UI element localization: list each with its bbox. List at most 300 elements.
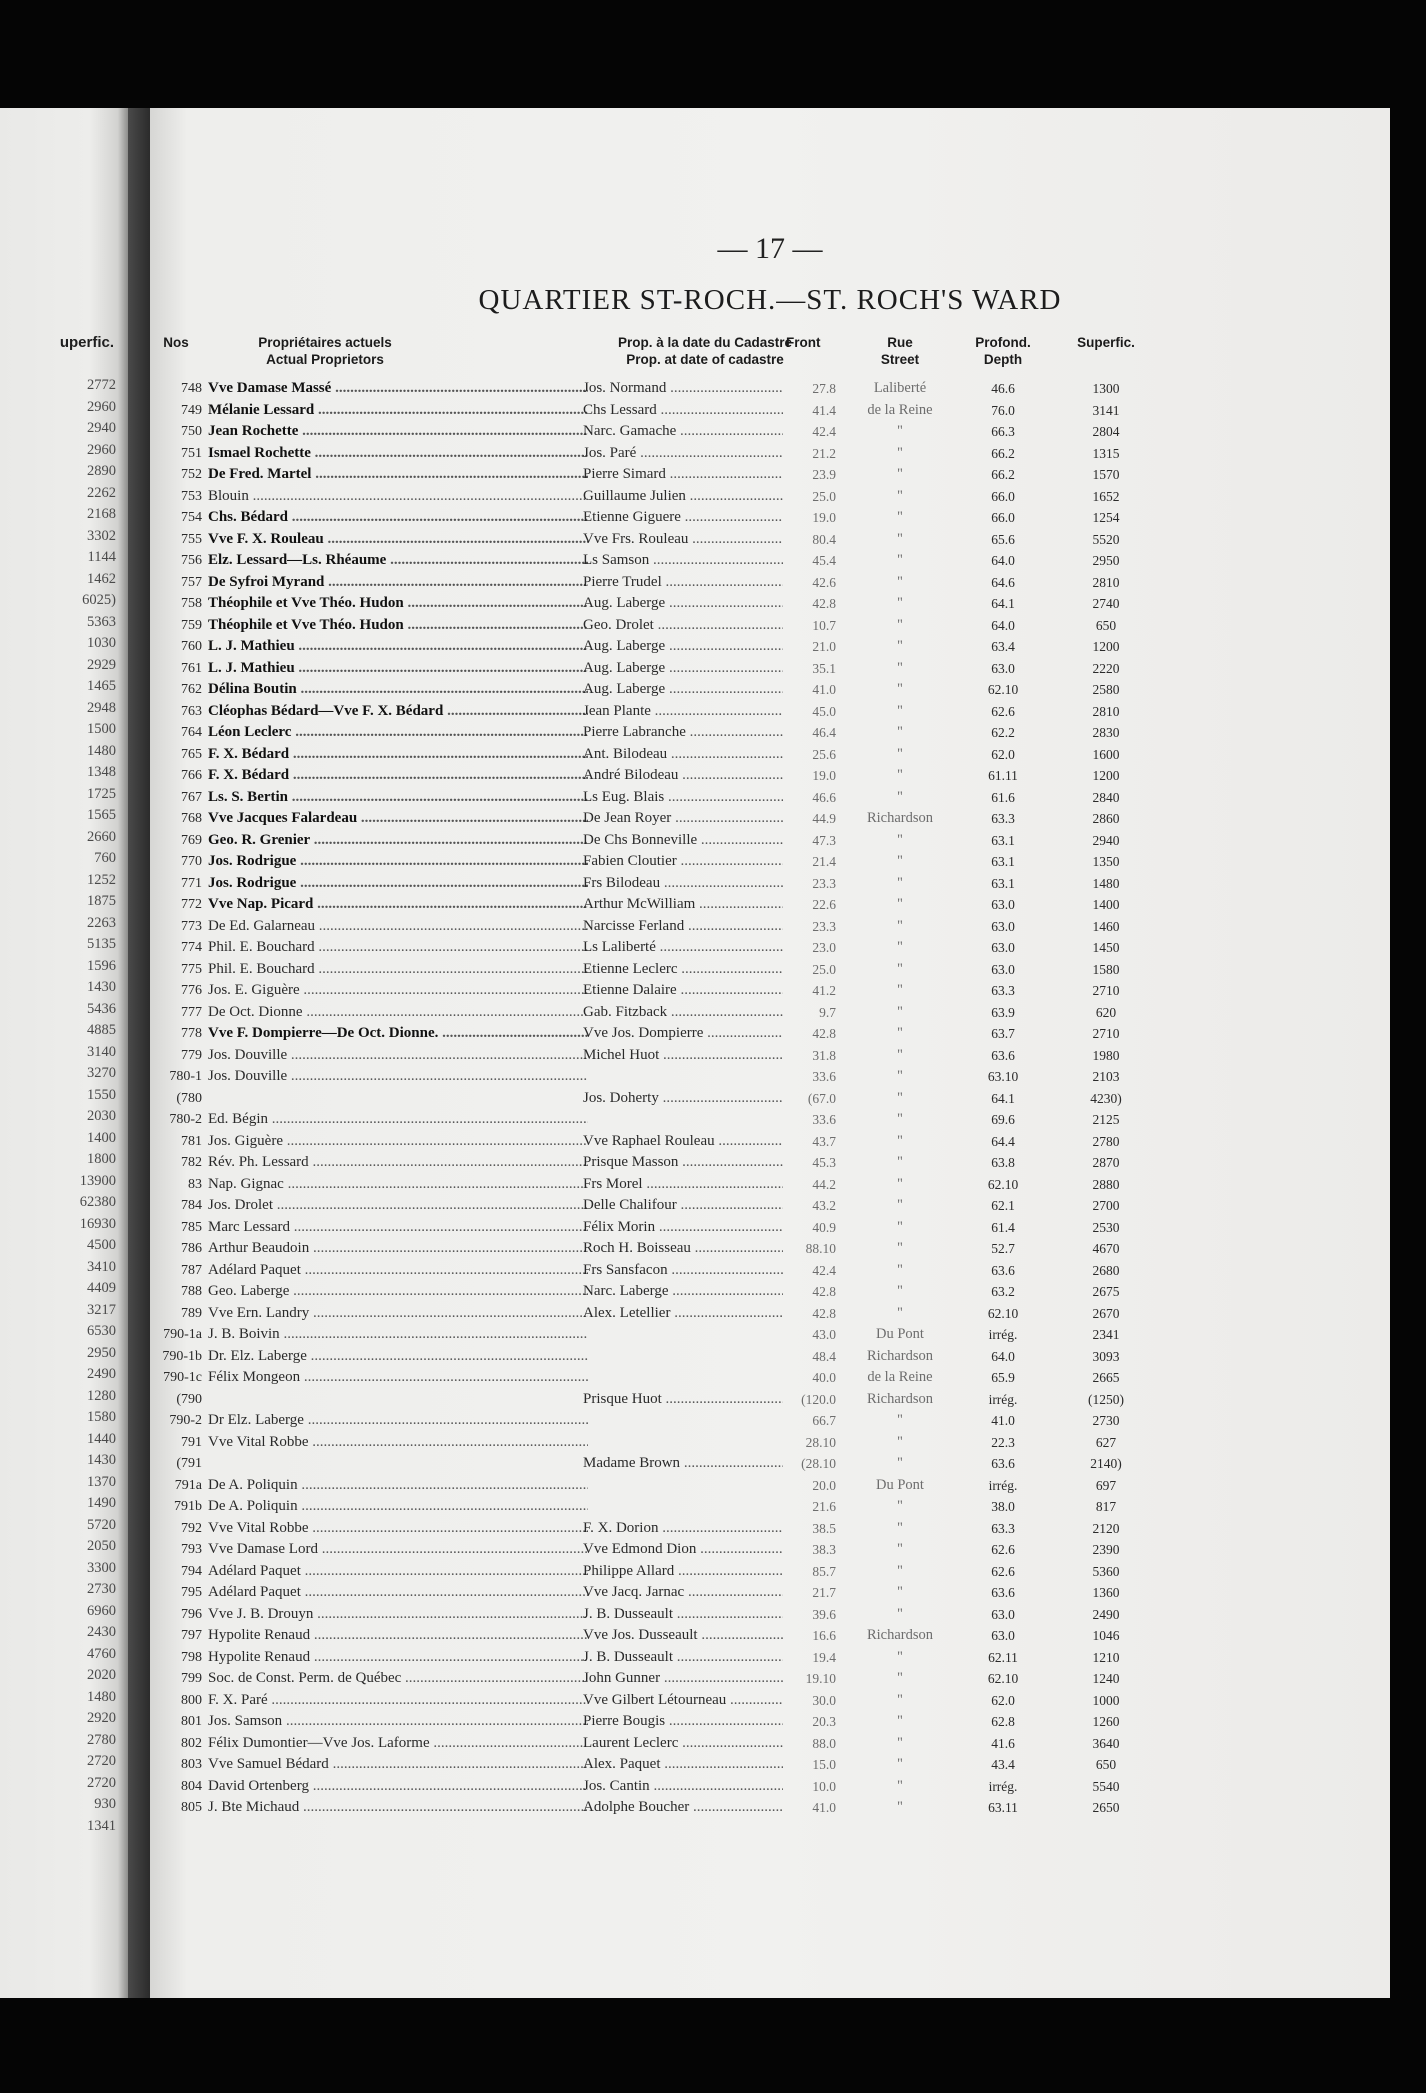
table-row [150, 421, 1390, 443]
cadastre-proprietor: Etienne Dalaire ..... [583, 980, 783, 1002]
table-row [150, 1776, 1390, 1798]
cadastre-proprietor: F. X. Dorion ..... [583, 1518, 783, 1540]
table-row [150, 1561, 1390, 1583]
table-row [150, 1238, 1390, 1260]
actual-proprietor: Hypolite Renaud ..... [208, 1647, 588, 1669]
table-row [150, 787, 1390, 809]
street-name: " [897, 1154, 903, 1170]
left-page-value: 930 [94, 1796, 116, 1812]
depth-value: 62.10 [987, 1305, 1019, 1321]
superficie-value: 2530 [1092, 1219, 1120, 1235]
lot-number: 763 [181, 703, 202, 719]
street-name: " [897, 853, 903, 869]
actual-proprietor: J. B. Boivin ..... [208, 1324, 588, 1346]
superficie-value: 1580 [1092, 961, 1120, 977]
front-value: 31.8 [812, 1047, 836, 1063]
street-name: " [897, 1648, 903, 1665]
left-page-value: 2168 [87, 506, 116, 522]
table-row [150, 722, 1390, 744]
front-value: 45.3 [812, 1155, 836, 1170]
depth-value: 41.6 [991, 1735, 1015, 1751]
depth-value: 62.6 [991, 703, 1015, 719]
street-name: " [897, 552, 903, 568]
front-value: 27.8 [812, 381, 836, 396]
cadastre-proprietor: Félix Morin ..... [583, 1217, 783, 1239]
depth-value: 63.0 [991, 1606, 1015, 1622]
left-page-value: 2940 [87, 420, 116, 436]
actual-proprietor: F. X. Paré ..... [208, 1690, 588, 1712]
cadastre-proprietor: Ls Samson ..... [583, 550, 783, 572]
page-number: — 17 — [717, 232, 823, 265]
left-page-value: 1800 [87, 1151, 116, 1167]
front-value: 23.0 [812, 940, 836, 955]
front-value: 43.2 [812, 1198, 836, 1213]
actual-proprietor: Geo. Laberge ..... [208, 1281, 588, 1303]
table-row [150, 636, 1390, 658]
left-page-value: 1430 [87, 1452, 116, 1468]
cadastre-proprietor: Jos. Doherty ..... [583, 1088, 783, 1110]
front-value: 88.10 [805, 1241, 836, 1256]
depth-value: 66.3 [991, 424, 1015, 439]
superficie-value: 1350 [1092, 854, 1120, 869]
book-gutter [128, 108, 150, 1998]
street-name: " [897, 1132, 903, 1149]
left-page-value: 1875 [87, 893, 116, 909]
front-value: 43.7 [812, 1133, 836, 1149]
front-value: 16.6 [812, 1628, 836, 1643]
cadastre-proprietor: Alex. Letellier ..... [583, 1303, 783, 1325]
superficie-value: 2810 [1092, 703, 1120, 719]
table-row [150, 1604, 1390, 1626]
cadastre-proprietor: Pierre Bougis ..... [583, 1711, 783, 1733]
street-name: " [897, 1089, 903, 1106]
street-name: " [897, 1670, 903, 1686]
lot-number: 803 [181, 1757, 202, 1772]
depth-value: 64.0 [991, 1348, 1015, 1364]
depth-value: 63.11 [988, 1800, 1018, 1815]
left-page-value: 1030 [87, 635, 116, 651]
left-page-value: 5135 [87, 936, 116, 952]
superficie-value: 2700 [1092, 1198, 1120, 1213]
depth-value: 61.6 [991, 789, 1015, 805]
cadastre-proprietor: Delle Chalifour ..... [583, 1195, 783, 1217]
actual-proprietor: Vve Vital Robbe ..... [208, 1432, 588, 1454]
superficie-value: 2780 [1092, 1133, 1120, 1149]
front-value: 33.6 [812, 1112, 836, 1127]
table-row [150, 1690, 1390, 1712]
front-value: 45.0 [812, 703, 836, 719]
front-value: 20.3 [812, 1714, 836, 1729]
front-value: 21.7 [812, 1585, 836, 1600]
depth-value: 63.6 [991, 1585, 1015, 1600]
front-value: 23.3 [812, 918, 836, 934]
superficie-value: 2220 [1092, 660, 1120, 676]
superficie-value: 1315 [1092, 445, 1120, 461]
lot-number: 769 [181, 832, 202, 848]
left-page-value: 1370 [87, 1473, 116, 1490]
lot-number: 791b [174, 1499, 202, 1514]
left-page-value: 2262 [87, 484, 116, 501]
actual-proprietor: Félix Dumontier—Vve Jos. Laforme ..... [208, 1733, 588, 1755]
left-page-value: 3410 [87, 1258, 116, 1275]
cadastre-proprietor: Madame Brown ..... [583, 1453, 783, 1475]
table-row [150, 400, 1390, 422]
front-value: 30.0 [812, 1692, 836, 1708]
depth-value: 61.4 [991, 1219, 1015, 1235]
table-row [150, 1324, 1390, 1346]
table-row [150, 1109, 1390, 1131]
superficie-value: 1600 [1092, 746, 1120, 762]
actual-proprietor: Ismael Rochette ..... [208, 443, 588, 465]
superficie-value: 1300 [1092, 381, 1120, 396]
actual-proprietor: Jos. Drolet ..... [208, 1195, 588, 1217]
cadastre-proprietor: Ls Eug. Blais ..... [583, 787, 783, 809]
table-row [150, 1303, 1390, 1325]
table-row [150, 1475, 1390, 1497]
actual-proprietor: Soc. de Const. Perm. de Québec ..... [208, 1668, 588, 1690]
front-value: 38.3 [812, 1542, 836, 1557]
depth-value: 62.10 [987, 1176, 1019, 1192]
cadastre-proprietor: Chs Lessard ..... [583, 400, 783, 422]
depth-value: 38.0 [991, 1499, 1015, 1514]
superficie-value: 2680 [1092, 1262, 1120, 1278]
lot-number: 768 [181, 811, 202, 826]
depth-value: irrég. [988, 1477, 1018, 1493]
actual-proprietor: De A. Poliquin ..... [208, 1496, 588, 1518]
front-value: 35.1 [812, 660, 836, 676]
front-value: 19.0 [812, 510, 836, 525]
left-page-value: 4760 [87, 1645, 116, 1662]
lot-number: 785 [181, 1219, 202, 1235]
superficie-value: 1200 [1092, 768, 1120, 783]
street-name: Richardson [866, 1627, 934, 1643]
lot-number: 778 [181, 1026, 202, 1041]
actual-proprietor: Théophile et Vve Théo. Hudon ..... [208, 615, 588, 637]
front-value: 43.0 [812, 1327, 836, 1342]
street-name: " [897, 1584, 903, 1600]
table-row [150, 1432, 1390, 1454]
table-row [150, 443, 1390, 465]
lot-number: 761 [181, 660, 202, 676]
lot-number: 752 [181, 467, 202, 482]
street-name: " [897, 659, 903, 676]
street-name: " [897, 874, 903, 891]
street-name: Du Pont [876, 1476, 924, 1493]
depth-value: 62.6 [991, 1542, 1015, 1557]
street-name: " [897, 1541, 903, 1557]
superficie-value: 1200 [1092, 639, 1120, 654]
depth-value: 65.6 [991, 531, 1015, 547]
lot-number: 793 [181, 1542, 202, 1557]
depth-value: 63.2 [991, 1284, 1015, 1299]
lot-number: 795 [181, 1585, 202, 1600]
lot-number: 770 [181, 854, 202, 869]
lot-number: 765 [181, 746, 202, 762]
cadastre-proprietor: Etienne Giguere ..... [583, 507, 783, 529]
actual-proprietor: Vve J. B. Drouyn ..... [208, 1604, 588, 1626]
left-page-value: 1565 [87, 807, 116, 823]
lot-number: 790-1b [162, 1348, 202, 1364]
left-page-value: 16930 [79, 1215, 116, 1232]
left-page-value: 2263 [87, 914, 116, 931]
street-name: Richardson [866, 1347, 934, 1364]
lot-number: 757 [181, 574, 202, 590]
lot-number: 799 [181, 1671, 202, 1686]
cadastre-proprietor: Narc. Laberge ..... [583, 1281, 783, 1303]
left-page-value: 2780 [87, 1731, 116, 1748]
depth-value: 63.7 [991, 1026, 1015, 1041]
street-name: " [897, 960, 903, 977]
actual-proprietor: Geo. R. Grenier ..... [208, 830, 588, 852]
table-row [150, 808, 1390, 830]
actual-proprietor: Vve Jacques Falardeau ..... [208, 808, 588, 830]
cadastre-proprietor: J. B. Dusseault ..... [583, 1604, 783, 1626]
depth-value: 64.6 [991, 574, 1015, 590]
left-page-value: 1252 [87, 871, 116, 888]
depth-value: 63.0 [991, 961, 1015, 977]
actual-proprietor: Vve Samuel Bédard ..... [208, 1754, 588, 1776]
table-row [150, 658, 1390, 680]
cadastre-proprietor: Ls Laliberté ..... [583, 937, 783, 959]
table-row [150, 1625, 1390, 1647]
front-value: 42.6 [812, 574, 836, 590]
actual-proprietor: De Syfroi Myrand ..... [208, 572, 588, 594]
lot-number: 749 [181, 402, 202, 418]
superficie-value: 817 [1095, 1499, 1117, 1514]
depth-value: 46.6 [991, 381, 1015, 396]
depth-value: 62.11 [988, 1649, 1018, 1665]
lot-number: 792 [181, 1520, 202, 1536]
actual-proprietor: Marc Lessard ..... [208, 1217, 588, 1239]
street-name: " [897, 681, 903, 697]
superficie-value: 2580 [1092, 682, 1120, 697]
lot-number: 797 [181, 1628, 202, 1643]
lot-number: 767 [181, 789, 202, 805]
actual-proprietor: Jos. Rodrigue ..... [208, 851, 588, 873]
cadastre-proprietor: Jos. Normand ..... [583, 378, 783, 400]
cadastre-proprietor: De Chs Bonneville ..... [583, 830, 783, 852]
depth-value: 61.11 [988, 768, 1018, 783]
street-name: " [897, 1240, 903, 1256]
table-row [150, 1389, 1390, 1411]
cadastre-proprietor: Guillaume Julien ..... [583, 486, 783, 508]
table-row [150, 980, 1390, 1002]
cadastre-proprietor: Prisque Huot ..... [583, 1389, 783, 1411]
depth-value: 43.4 [991, 1757, 1015, 1772]
cadastre-proprietor: Vve Raphael Rouleau ..... [583, 1131, 783, 1153]
front-value: 41.0 [812, 682, 836, 697]
lot-number: 753 [181, 488, 202, 504]
cadastre-proprietor: Fabien Cloutier ..... [583, 851, 783, 873]
left-page-value: 3302 [87, 527, 116, 544]
depth-value: 64.0 [991, 553, 1015, 568]
depth-value: 52.7 [991, 1241, 1015, 1256]
street-name: " [897, 1713, 903, 1729]
superficie-value: 5360 [1092, 1563, 1120, 1579]
lot-number: 773 [181, 918, 202, 934]
table-row [150, 1668, 1390, 1690]
lot-number: 754 [181, 510, 202, 525]
actual-proprietor: Théophile et Vve Théo. Hudon ..... [208, 593, 588, 615]
street-name: " [897, 1175, 903, 1192]
left-page-value: 5363 [87, 613, 116, 630]
actual-proprietor: De Fred. Martel ..... [208, 464, 588, 486]
front-value: 10.0 [812, 1778, 836, 1794]
front-value: 21.4 [812, 854, 836, 869]
depth-value: 62.10 [987, 1671, 1019, 1686]
superficie-value: 1000 [1092, 1692, 1120, 1708]
left-page-value: 3300 [87, 1559, 116, 1576]
street-name: " [897, 444, 903, 461]
front-value: 15.0 [812, 1757, 836, 1772]
lot-number: 789 [181, 1305, 202, 1321]
table-row [150, 1002, 1390, 1024]
left-page-value: 1500 [87, 721, 116, 737]
left-page-value: 13900 [79, 1172, 116, 1189]
street-name: " [897, 1433, 903, 1450]
street-name: " [897, 1562, 903, 1579]
left-page-value: 6960 [87, 1602, 116, 1619]
front-value: 80.4 [812, 531, 836, 547]
table-row [150, 1410, 1390, 1432]
street-name: " [897, 509, 903, 525]
cadastre-proprietor: Vve Jos. Dompierre ..... [583, 1023, 783, 1045]
front-value: 88.0 [812, 1735, 836, 1751]
superficie-value: 650 [1095, 617, 1117, 633]
actual-proprietor: Phil. E. Bouchard ..... [208, 937, 588, 959]
table-row [150, 851, 1390, 873]
table-row [150, 894, 1390, 916]
lot-number: 801 [181, 1714, 202, 1729]
actual-proprietor: De Ed. Galarneau ..... [208, 916, 588, 938]
cadastre-proprietor: Aug. Laberge ..... [583, 636, 783, 658]
left-page-value: 1462 [87, 570, 116, 587]
left-page-value: 1341 [87, 1817, 116, 1834]
depth-value: 63.1 [991, 875, 1015, 891]
actual-proprietor: F. X. Bédard ..... [208, 765, 588, 787]
superficie-value: 2740 [1092, 596, 1120, 611]
left-page-value: 5720 [87, 1516, 116, 1533]
street-name: " [897, 1218, 903, 1235]
table-row [150, 701, 1390, 723]
page-title: QUARTIER ST-ROCH.—ST. ROCH'S WARD [478, 284, 1062, 316]
left-page-value: 62380 [79, 1194, 116, 1210]
depth-value: irrég. [988, 1778, 1018, 1794]
actual-proprietor: Vve F. Dompierre—De Oct. Dionne. ..... [208, 1023, 588, 1045]
street-name: " [897, 1068, 903, 1084]
depth-value: 64.1 [991, 1090, 1015, 1106]
actual-proprietor: Jos. Rodrigue ..... [208, 873, 588, 895]
front-value: 42.8 [812, 1305, 836, 1321]
superficie-value: 3141 [1092, 402, 1120, 418]
superficie-value: 1240 [1092, 1671, 1120, 1686]
left-page-value: 6025) [82, 592, 116, 608]
actual-proprietor: Rév. Ph. Lessard ..... [208, 1152, 588, 1174]
cadastre-proprietor: De Jean Royer ..... [583, 808, 783, 830]
lot-number: 786 [181, 1241, 202, 1256]
superficie-value: 1460 [1092, 918, 1120, 934]
cadastre-proprietor: Michel Huot ..... [583, 1045, 783, 1067]
depth-value: 65.9 [991, 1370, 1015, 1385]
cadastre-proprietor: Laurent Leclerc ..... [583, 1733, 783, 1755]
actual-proprietor: L. J. Mathieu ..... [208, 658, 588, 680]
street-name: de la Reine [867, 401, 933, 418]
street-name: " [897, 423, 903, 439]
street-name: " [897, 1691, 903, 1708]
lot-number: 83 [188, 1176, 202, 1192]
lot-number: 758 [181, 596, 202, 611]
depth-value: 63.1 [991, 854, 1015, 869]
front-value: 42.4 [812, 1262, 836, 1278]
lot-number: 766 [181, 768, 202, 783]
street-name: " [897, 616, 903, 633]
book-page [150, 108, 1390, 1998]
depth-value: 62.0 [991, 746, 1015, 762]
left-page-value: 2960 [87, 398, 116, 415]
street-name: " [897, 1412, 903, 1428]
cadastre-proprietor: André Bilodeau ..... [583, 765, 783, 787]
street-name: " [897, 831, 903, 848]
front-value: 39.6 [812, 1606, 836, 1622]
street-name: " [897, 1111, 903, 1127]
cadastre-proprietor: Adolphe Boucher ..... [583, 1797, 783, 1819]
lot-number: 790-2 [169, 1413, 202, 1428]
table-row [150, 937, 1390, 959]
superficie-value: 2810 [1092, 574, 1120, 590]
street-name: " [897, 638, 903, 654]
cadastre-proprietor: Vve Jos. Dusseault ..... [583, 1625, 783, 1647]
front-value: 44.2 [812, 1176, 836, 1192]
street-name: " [897, 1046, 903, 1063]
superficie-value: 620 [1095, 1004, 1117, 1020]
lot-number: 805 [181, 1800, 202, 1815]
table-row [150, 593, 1390, 615]
left-page-value: 1725 [87, 785, 116, 802]
street-name: Laliberté [873, 380, 927, 396]
front-value: 46.6 [812, 789, 836, 805]
depth-value: 63.3 [991, 983, 1015, 998]
street-name: " [897, 1283, 903, 1299]
cadastre-proprietor: Pierre Labranche ..... [583, 722, 783, 744]
table-row [150, 1797, 1390, 1819]
superficie-value: 2830 [1092, 725, 1120, 740]
depth-value: 62.8 [991, 1714, 1015, 1729]
left-page-value: 4409 [87, 1280, 116, 1296]
actual-proprietor: Dr Elz. Laberge ..... [208, 1410, 588, 1432]
superficie-value: 2650 [1092, 1800, 1120, 1815]
header-street: Rue Street [880, 335, 920, 367]
left-page-value: 1490 [87, 1495, 116, 1511]
front-value: 41.2 [812, 983, 836, 998]
lot-number: 790-1c [163, 1370, 202, 1385]
left-page-value: 2890 [87, 463, 116, 479]
actual-proprietor: L. J. Mathieu ..... [208, 636, 588, 658]
left-page-value: 1480 [87, 1688, 116, 1705]
left-page-value: 1440 [87, 1430, 116, 1447]
cadastre-table [150, 378, 1390, 1819]
superficie-value: 5520 [1092, 531, 1120, 547]
table-row [150, 1496, 1390, 1518]
street-name: Richardson [866, 810, 934, 826]
street-name: " [897, 1756, 903, 1772]
depth-value: 62.10 [987, 682, 1019, 697]
table-row [150, 1174, 1390, 1196]
street-name: " [897, 1455, 903, 1471]
street-name: " [897, 1498, 903, 1514]
street-name: " [897, 1734, 903, 1751]
actual-proprietor: Dr. Elz. Laberge ..... [208, 1346, 588, 1368]
cadastre-proprietor: Ant. Bilodeau ..... [583, 744, 783, 766]
